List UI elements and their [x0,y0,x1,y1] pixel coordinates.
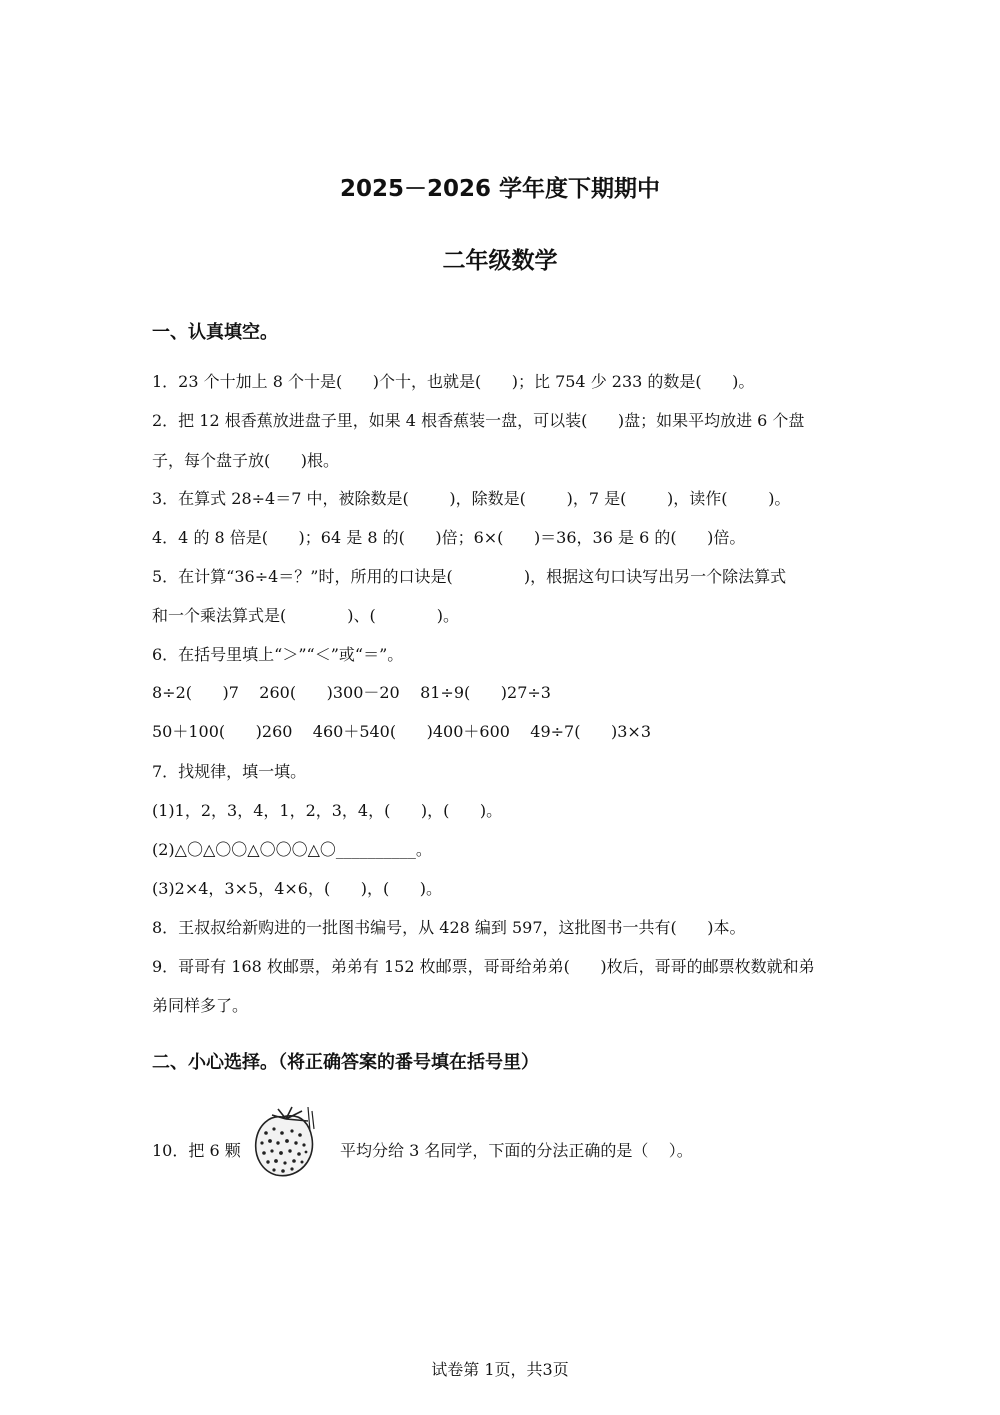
question-8: 8．王叔叔给新购进的一批图书编号，从 428 编到 597，这批图书一共有( )本。 [152,918,746,937]
page-footer: 试卷第 1页，共3页 [431,1360,569,1379]
section-heading-choice: 二、小心选择。（将正确答案的番号填在括号里） [152,1052,539,1073]
question-3: 3．在算式 28÷4＝7 中，被除数是( )，除数是( )，7 是( )，读作( )。 [152,489,791,508]
question-7-part-1: (1)1，2，3，4，1，2，3，4，( )，( )。 [152,801,503,820]
question-9-line-2: 弟同样多了。 [152,996,249,1015]
question-6-row-2: 50＋100( )260 460＋540( )400＋600 49÷7( )3×3 [152,722,651,741]
question-7: 7．找规律，填一填。 [152,762,307,781]
question-9-line-1: 9．哥哥有 168 枚邮票，弟弟有 152 枚邮票，哥哥给弟弟( )枚后，哥哥的邮票枚数就和弟 [152,957,815,976]
question-2-line-1: 2．把 12 根香蕉放进盘子里，如果 4 根香蕉装一盘，可以装( )盘；如果平均放进 6 个盘 [152,411,805,430]
section-heading-fill-blank: 一、认真填空。 [152,322,278,343]
question-2-line-2: 子，每个盘子放( )根。 [152,451,340,470]
exam-title: 2025－2026 学年度下期期中 [339,176,661,202]
question-7-part-2: (2)△〇△〇〇△〇〇〇△〇__________。 [152,840,432,859]
question-6: 6．在括号里填上“＞”“＜”或“＝”。 [152,645,404,664]
question-7-part-3: (3)2×4，3×5，4×6，( )，( )。 [152,879,442,898]
question-10-suffix: 平均分给 3 名同学，下面的分法正确的是（ ）。 [340,1141,693,1160]
question-10-prefix: 10．把 6 颗 [152,1141,241,1160]
exam-subtitle: 二年级数学 [442,248,558,274]
question-4: 4．4 的 8 倍是( )；64 是 8 的( )倍；6×( )＝36，36 是 6 的( )倍。 [152,528,746,547]
question-6-row-1: 8÷2( )7 260( )300－20 81÷9( )27÷3 [152,683,551,702]
question-5-line-2: 和一个乘法算式是( )、( )。 [152,606,460,625]
strawberry-icon [252,1105,318,1177]
question-5-line-1: 5．在计算“36÷4＝？”时，所用的口诀是( )，根据这句口诀写出另一个除法算式 [152,567,787,586]
question-1: 1．23 个十加上 8 个十是( )个十，也就是( )；比 754 少 233 的数是( )。 [152,372,755,391]
